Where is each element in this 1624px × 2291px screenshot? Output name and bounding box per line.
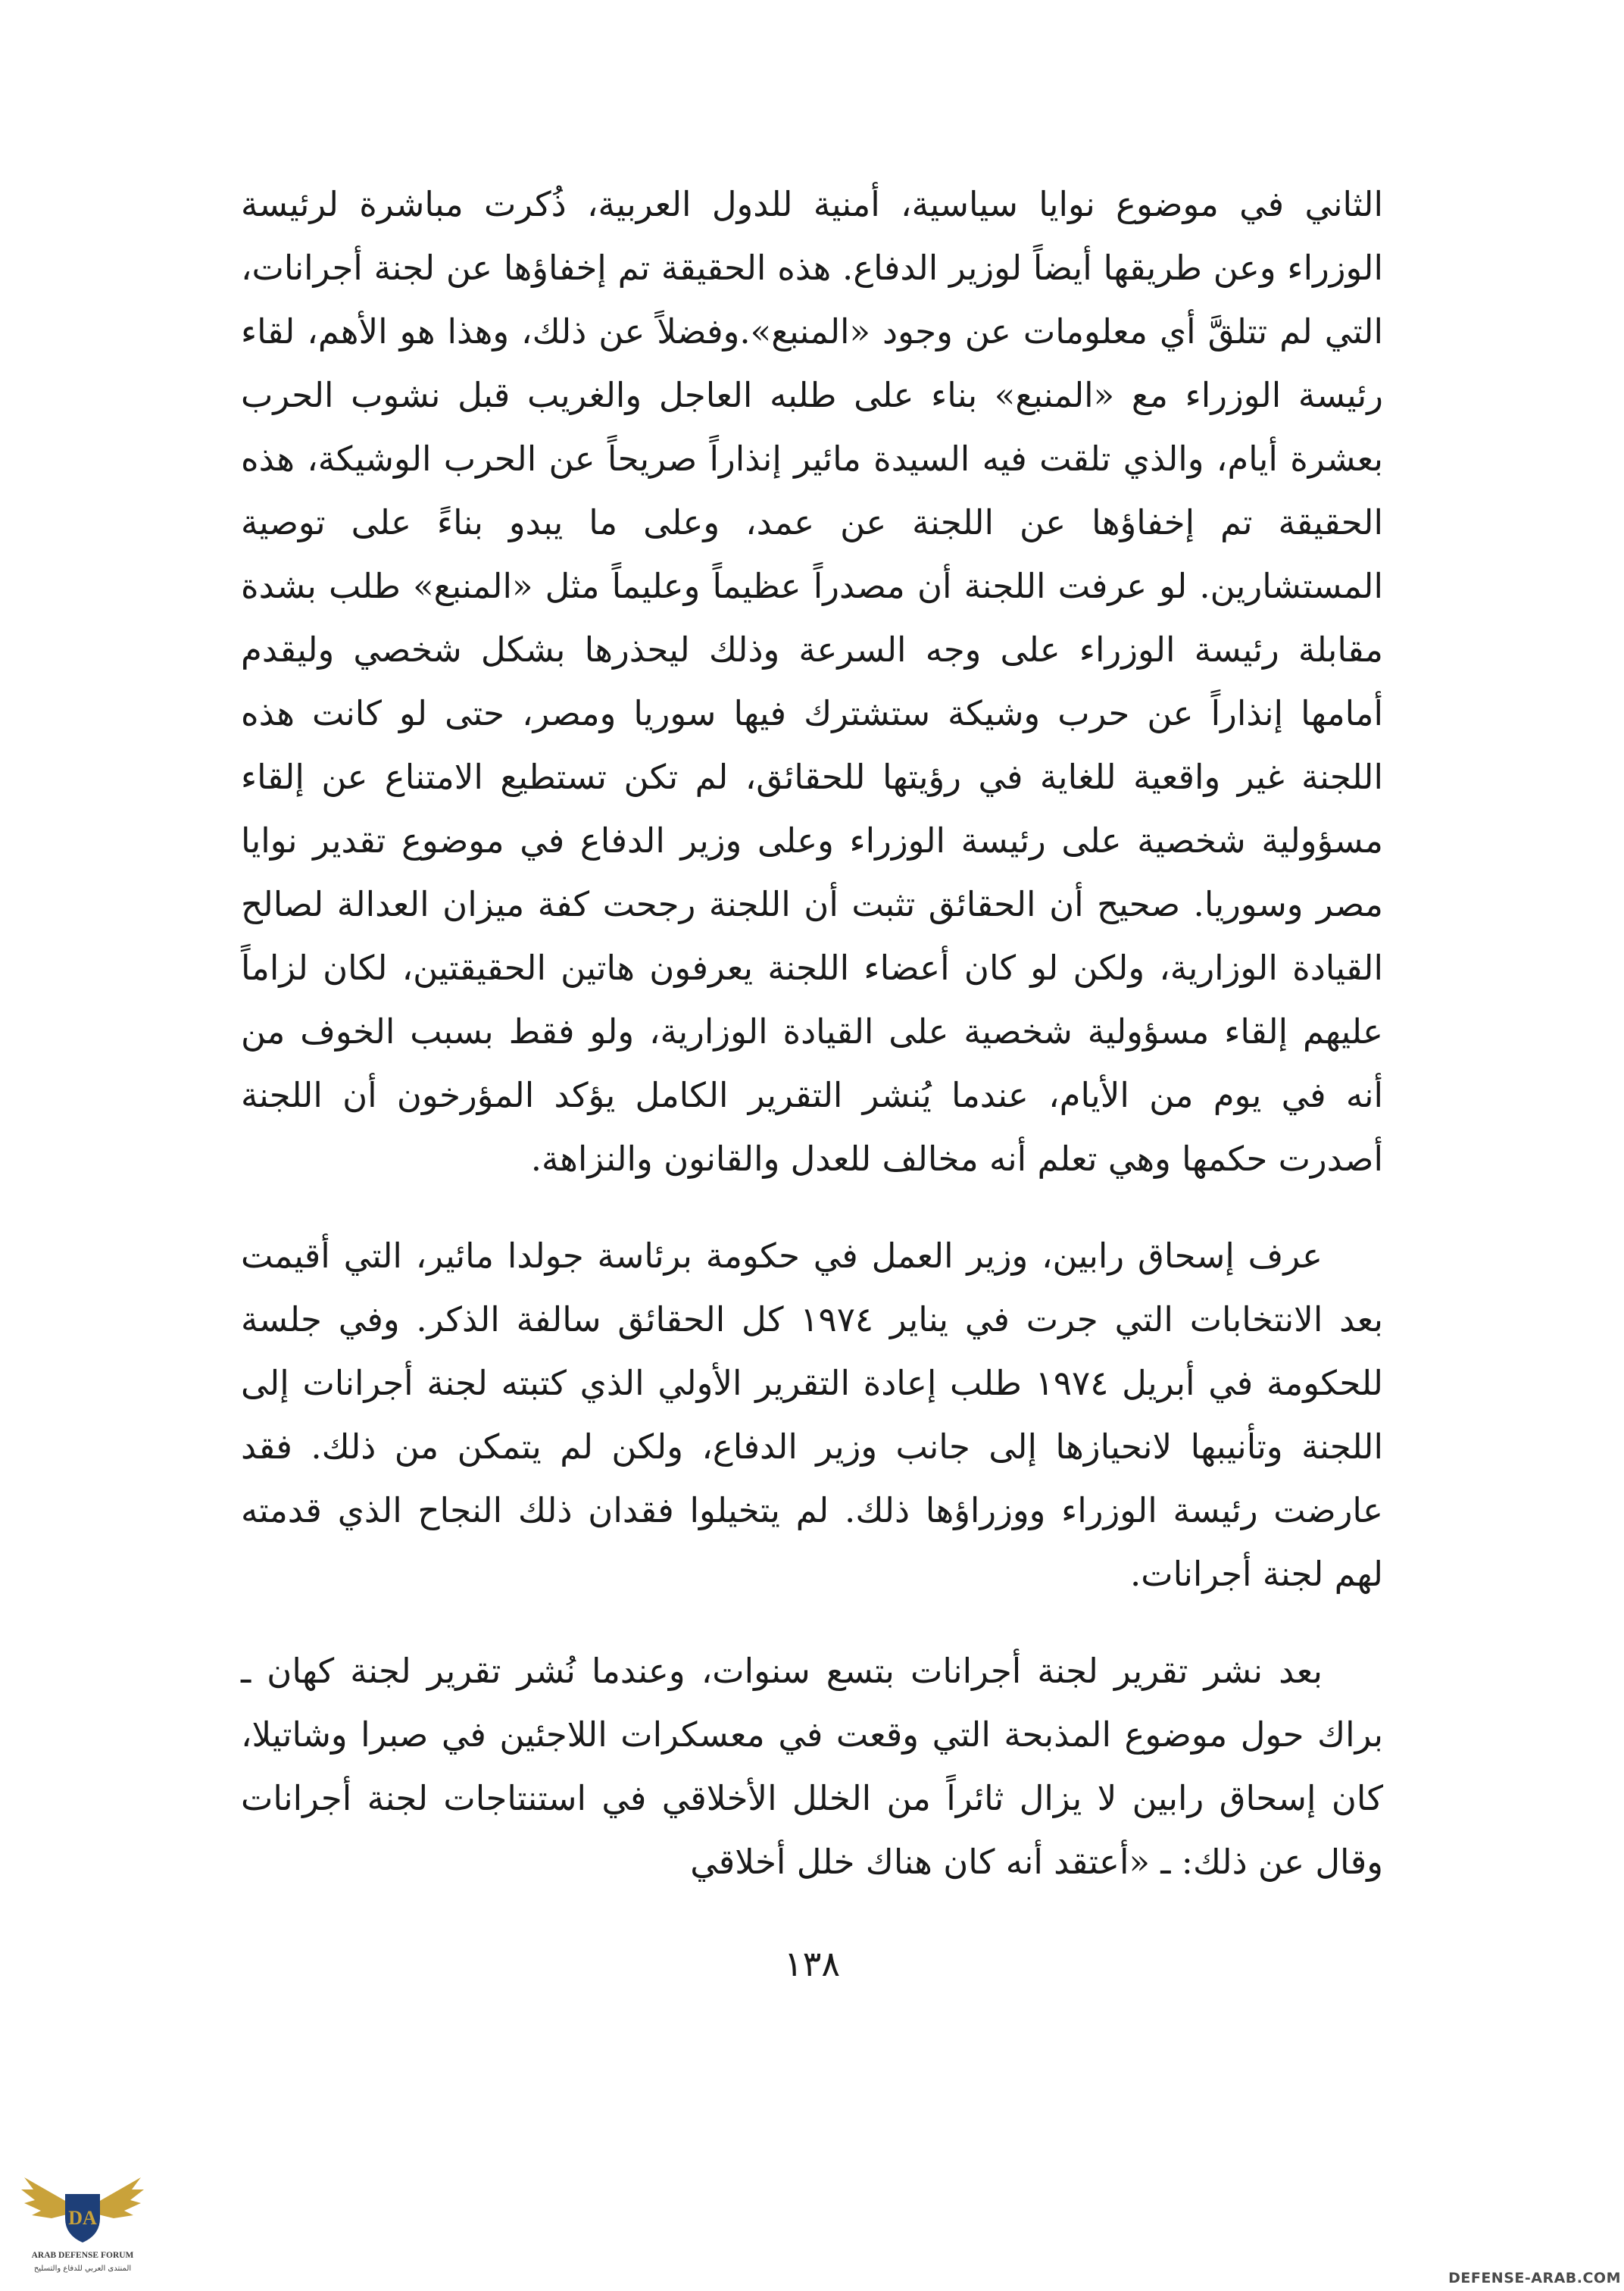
site-watermark: DEFENSE-ARAB.COM: [1448, 2270, 1621, 2286]
logo-text-ar: المنتدى العربي للدفاع والتسليح: [33, 2264, 132, 2273]
body-text: [241, 173, 1383, 1894]
winged-shield-icon: [18, 2164, 147, 2277]
arab-defense-forum-logo: [18, 2164, 147, 2277]
logo-text-en: ARAB DEFENSE FORUM: [31, 2251, 134, 2260]
logo-letters: DA: [68, 2207, 97, 2229]
page-number: ١٣٨: [783, 1943, 841, 1984]
paragraph-3: بعد نشر تقرير لجنة أجرانات بتسع سنوات، وعندما نُشر تقرير لجنة كهان ـ براك حول موضوع المذبحة التي وقعت في معسكرات اللاجئين في صبرا وشاتيلا، كان إسحاق رابين لا يزال ثائراً من الخلل الأخلاقي في استنتاجات لجنة أجرانات وقال عن ذلك: ـ «أعتقد أنه كان هناك خلل أخلاقي: [241, 1651, 1383, 1882]
paragraph-1: الثاني في موضوع نوايا سياسية، أمنية للدول العربية، ذُكرت مباشرة لرئيسة الوزراء وعن طريقها أيضاً لوزير الدفاع. هذه الحقيقة تم إخفاؤها عن لجنة أجرانات، التي لم تتلقَّ أي معلومات عن وجود «المنبع».وفضلاً عن ذلك، وهذا هو الأهم، لقاء رئيسة الوزراء مع «المنبع» بناء على طلبه العاجل والغريب قبل نشوب الحرب بعشرة أيام، والذي تلقت فيه السيدة مائير إنذاراً صريحاً عن الحرب الوشيكة، هذه الحقيقة تم إخفاؤها عن اللجنة عن عمد، وعلى ما يبدو بناءً على توصية المستشارين. لو عرفت اللجنة أن مصدراً عظيماً وعليماً مثل «المنبع» طلب بشدة مقابلة رئيسة الوزراء على وجه السرعة وذلك ليحذرها بشكل شخصي وليقدم أمامها إنذاراً عن حرب وشيكة ستشترك فيها سوريا ومصر، حتى لو كانت هذه اللجنة غير واقعية للغاية في رؤيتها للحقائق، لم تكن تستطيع الامتناع عن إلقاء مسؤولية شخصية على رئيسة الوزراء وعلى وزير الدفاع في موضوع تقدير نوايا مصر وسوريا. صحيح أن الحقائق تثبت أن اللجنة رجحت كفة ميزان العدالة لصالح القيادة الوزارية، ولكن لو كان أعضاء اللجنة يعرفون هاتين الحقيقتين، لكان لزاماً عليهم إلقاء مسؤولية شخصية على القيادة الوزارية، ولو فقط بسبب الخوف من أنه في يوم من الأيام، عندما يُنشر التقرير الكامل يؤكد المؤرخون أن اللجنة أصدرت حكمها وهي تعلم أنه مخالف للعدل والقانون والنزاهة.: [241, 184, 1383, 1179]
paragraph-2: عرف إسحاق رابين، وزير العمل في حكومة برئاسة جولدا مائير، التي أقيمت بعد الانتخابات التي جرت في يناير ١٩٧٤ كل الحقائق سالفة الذكر. وفي جلسة للحكومة في أبريل ١٩٧٤ طلب إعادة التقرير الأولي الذي كتبته لجنة أجرانات إلى اللجنة وتأنيبها لانحيازها إلى جانب وزير الدفاع، ولكن لم يتمكن من ذلك. فقد عارضت رئيسة الوزراء ووزراؤها ذلك. لم يتخيلوا فقدان ذلك النجاح الذي قدمته لهم لجنة أجرانات.: [241, 1236, 1383, 1594]
